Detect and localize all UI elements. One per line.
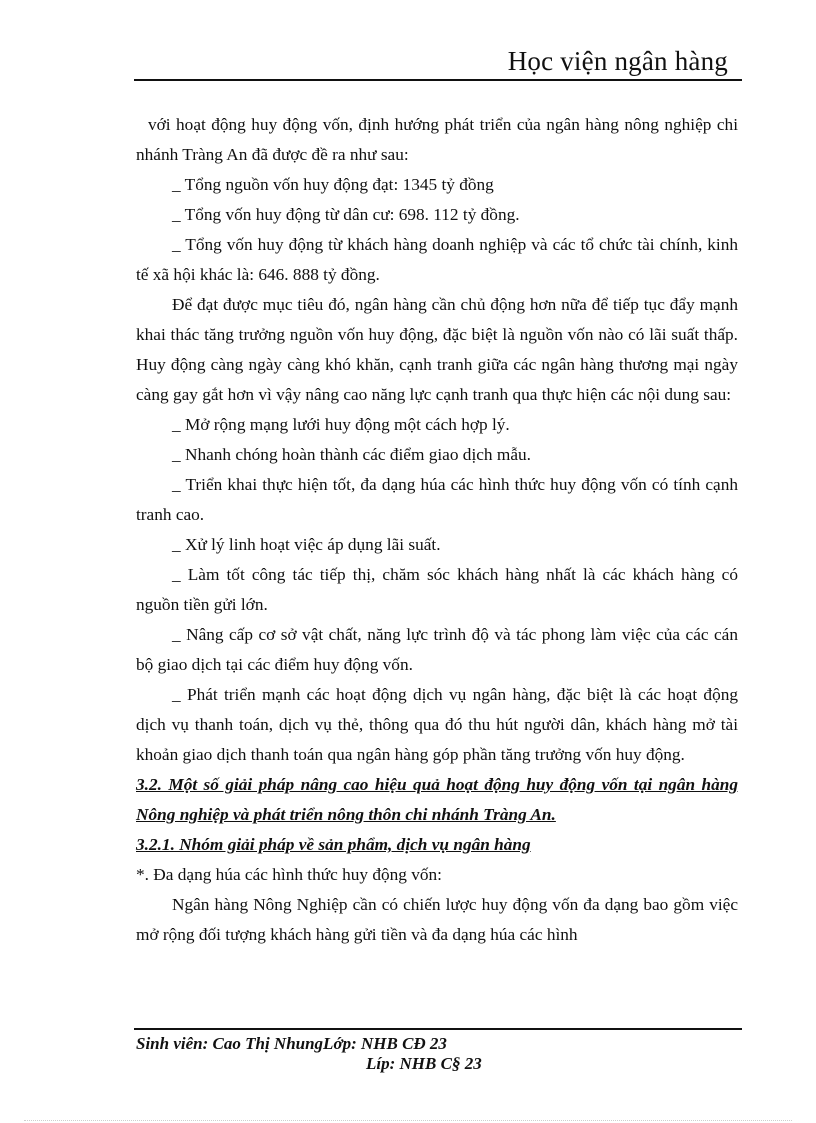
list-item-diversify: *. Đa dạng húa các hình thức huy động vốn: — [136, 865, 442, 884]
page-edge — [24, 1120, 792, 1121]
subsection-heading: 3.2.1. Nhóm giải pháp về sản phẩm, dịch vụ ngân hàng — [136, 835, 531, 854]
footer-class-info: Líp: NHB C§ 23 — [366, 1054, 482, 1073]
document-body — [136, 110, 738, 950]
bullet-transaction-points: _ Nhanh chóng hoàn thành các điểm giao dịch mẫu. — [172, 445, 531, 464]
bullet-enterprise-capital: _ Tổng vốn huy động từ khách hàng doanh nghiệp và các tổ chức tài chính, kinh tế xã hội khác là: 646. 888 tỷ đồng. — [136, 235, 738, 284]
bullet-services: _ Phát triển mạnh các hoạt động dịch vụ ngân hàng, đặc biệt là các hoạt động dịch vụ thanh toán, dịch vụ thẻ, thông qua đó thu hút người dân, khách hàng mở tài khoản giao dịch thanh toán qua ngân hàng góp phần tăng trưởng vốn huy động. — [136, 685, 738, 764]
bullet-marketing: _ Làm tốt công tác tiếp thị, chăm sóc khách hàng nhất là các khách hàng có nguồn tiền gửi lớn. — [136, 565, 738, 614]
bullet-total-capital: _ Tổng nguồn vốn huy động đạt: 1345 tỷ đồng — [172, 175, 494, 194]
paragraph-goal: Để đạt được mục tiêu đó, ngân hàng cần chủ động hơn nữa để tiếp tục đẩy mạnh khai thác tăng trưởng nguồn vốn huy động, đặc biệt là nguồn vốn nào có lãi suất thấp. Huy động càng ngày càng khó khăn, cạnh tranh giữa các ngân hàng thương mại ngày càng gay gắt hơn vì vậy nâng cao năng lực cạnh tranh qua thực hiện các nội dung sau: — [136, 295, 738, 404]
bullet-resident-capital: _ Tổng vốn huy động từ dân cư: 698. 112 tỷ đồng. — [172, 205, 520, 224]
header-divider — [134, 79, 742, 81]
bullet-facilities: _ Nâng cấp cơ sở vật chất, năng lực trình độ và tác phong làm việc của các cán bộ giao dịch tại các điểm huy động vốn. — [136, 625, 738, 674]
bullet-diversify: _ Triển khai thực hiện tốt, đa dạng húa các hình thức huy động vốn có tính cạnh tranh cao. — [136, 475, 738, 524]
bullet-network: _ Mở rộng mạng lưới huy động một cách hợp lý. — [172, 415, 510, 434]
footer-divider — [134, 1028, 742, 1030]
section-heading: 3.2. Một số giải pháp nâng cao hiệu quả hoạt động huy động vốn tại ngân hàng Nông nghiệp và phát triển nông thôn chi nhánh Tràng An. — [136, 775, 738, 824]
footer-student-info: Sinh viên: Cao Thị NhungLớp: NHB CĐ 23 — [136, 1034, 447, 1053]
paragraph-intro: với hoạt động huy động vốn, định hướng phát triển của ngân hàng nông nghiệp chi nhánh Tràng An đã được đề ra như sau: — [136, 115, 738, 164]
bullet-interest-rate: _ Xử lý linh hoạt việc áp dụng lãi suất. — [172, 535, 441, 554]
paragraph-strategy: Ngân hàng Nông Nghiệp cần có chiến lược huy động vốn đa dạng bao gồm việc mở rộng đối tượng khách hàng gửi tiền và đa dạng húa các hình — [136, 895, 738, 944]
page-header-title: Học viện ngân hàng — [507, 46, 728, 76]
